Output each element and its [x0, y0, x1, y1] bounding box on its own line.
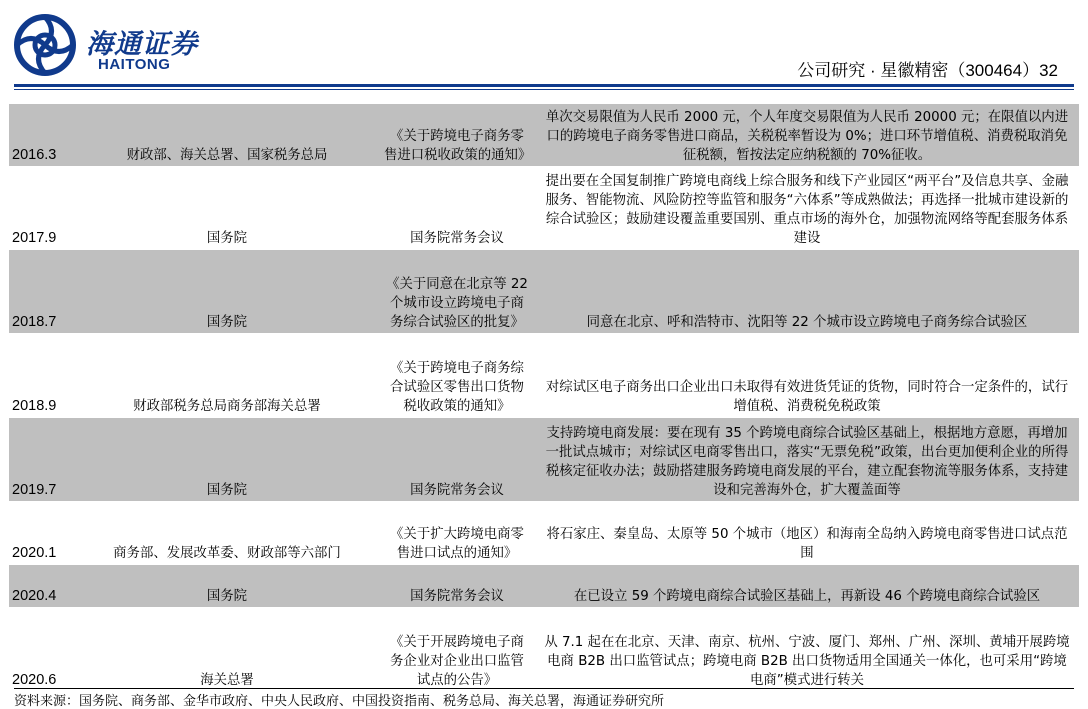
row-agency: 国务院 [206, 315, 248, 330]
row-date: 2017.9 [12, 230, 57, 246]
table-row [9, 565, 1079, 608]
row-content: 单次交易限值为人民币 2000 元，个人年度交易限值为人民币 20000 元；在限值以内进口的跨境电子商务零售进口商品，关税税率暂设为 0%；进口环节增值税、消费税取消免征税额，暂按法定应纳税额的 70%征收。 [545, 110, 1069, 163]
row-agency: 国务院 [206, 483, 248, 498]
row-agency: 海关总署 [200, 673, 254, 688]
row-content: 提出要在全国复制推广跨境电商线上综合服务和线下产业园区“两平台”及信息共享、金融服务、智能物流、风险防控等监管和服务“六体系”等成熟做法；再选择一批城市建设新的综合试验区；鼓励建设覆盖重要国别、重点市场的海外仓，加强物流网络等配套服务体系建设 [545, 174, 1069, 246]
row-document: 《关于开展跨境电子商务企业对企业出口监管试点的公告》 [390, 635, 524, 688]
row-date: 2020.1 [12, 545, 57, 561]
table-row [9, 334, 1079, 418]
row-document: 《关于同意在北京等 22 个城市设立跨境电子商务综合试验区的批复》 [386, 277, 528, 330]
logo-chinese-name: 海通证券 [86, 29, 198, 60]
row-content: 将石家庄、秦皇岛、太原等 50 个城市（地区）和海南全岛纳入跨境电商零售进口试点范围 [546, 527, 1068, 561]
row-date: 2020.4 [12, 588, 57, 604]
row-date: 2019.7 [12, 482, 57, 498]
row-document: 《关于扩大跨境电商零售进口试点的通知》 [390, 527, 524, 561]
row-document: 国务院常务会议 [410, 589, 504, 604]
table-row [9, 502, 1079, 565]
source-note: 资料来源：国务院、商务部、金华市政府、中央人民政府、中国投资指南、税务总局、海关总署，海通证券研究所 [14, 688, 1074, 709]
row-date: 2020.6 [12, 672, 57, 688]
row-agency: 财政部、海关总署、国家税务总局 [126, 148, 328, 163]
row-document: 《关于跨境电子商务零售进口税收政策的通知》 [384, 129, 532, 163]
company-logo [14, 14, 204, 76]
row-date: 2016.3 [12, 147, 57, 163]
row-content: 同意在北京、呼和浩特市、沈阳等 22 个城市设立跨境电子商务综合试验区 [586, 315, 1028, 330]
header-rule-thin [14, 89, 1074, 90]
table-row [9, 608, 1079, 692]
table-row [9, 250, 1079, 334]
row-agency: 国务院 [206, 231, 248, 246]
row-document: 《关于跨境电子商务综合试验区零售出口货物税收政策的通知》 [390, 361, 524, 414]
table-row [9, 418, 1079, 502]
row-document: 国务院常务会议 [410, 483, 504, 498]
row-date: 2018.7 [12, 314, 57, 330]
row-agency: 国务院 [206, 589, 248, 604]
row-content: 从 7.1 起在在北京、天津、南京、杭州、宁波、厦门、郑州、广州、深圳、黄埔开展跨境电商 B2B 出口监管试点；跨境电商 B2B 出口货物适用全国通关一体化，也可采用“跨境电商”模式进行转关 [544, 635, 1070, 688]
row-content: 支持跨境电商发展：要在现有 35 个跨境电商综合试验区基础上，根据地方意愿，再增加一批试点城市；对综试区电商零售出口，落实“无票免税”政策，出台更加便利企业的所得税核定征收办法；鼓励搭建服务跨境电商发展的平台，建立配套物流等服务体系，支持建设和完善海外仓，扩大覆盖面等 [545, 426, 1069, 498]
policy-table [9, 104, 1079, 692]
row-date: 2018.9 [12, 398, 57, 414]
row-document: 国务院常务会议 [410, 231, 504, 246]
report-header-label: 公司研究 · 星徽精密（300464）32 [797, 61, 1058, 80]
row-content: 对综试区电子商务出口企业出口未取得有效进货凭证的货物，同时符合一定条件的，试行增值税、消费税免税政策 [545, 380, 1069, 414]
table-row [9, 167, 1079, 250]
row-agency: 财政部税务总局商务部海关总署 [133, 399, 321, 414]
haitong-logo-icon [14, 14, 76, 76]
row-agency: 商务部、发展改革委、财政部等六部门 [113, 546, 341, 561]
header-rule [14, 84, 1074, 87]
logo-english-name: HAITONG [98, 56, 171, 73]
row-content: 在已设立 59 个跨境电商综合试验区基础上，再新设 46 个跨境电商综合试验区 [573, 589, 1041, 604]
table-row [9, 104, 1079, 167]
